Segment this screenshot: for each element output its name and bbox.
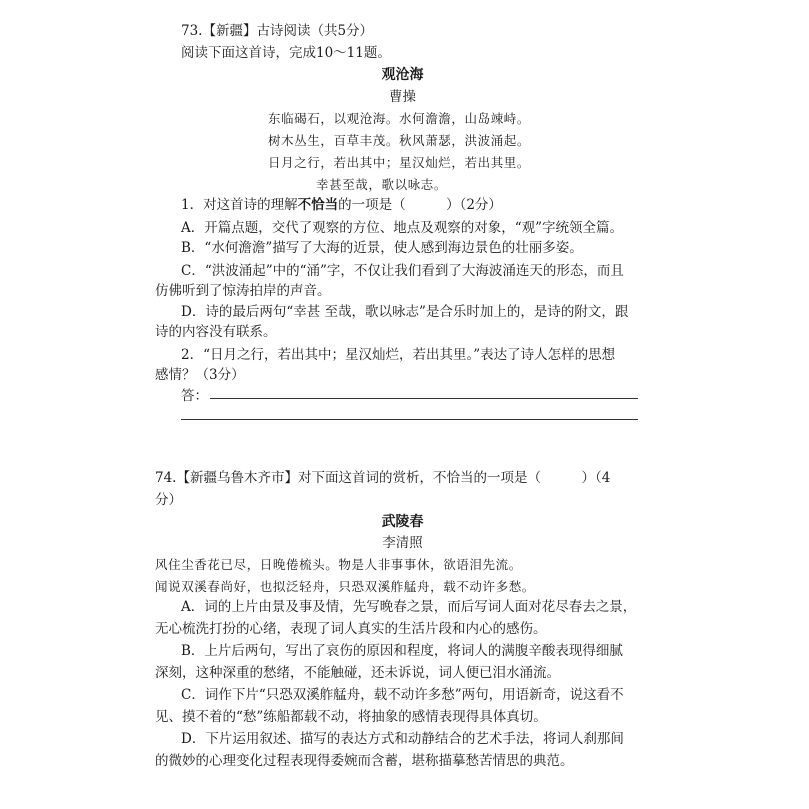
q74-option-b-cont: 深刻，这种深重的愁绪，不能触碰，还未诉说，词人便已泪水涌流。: [155, 665, 560, 681]
answer-line: [181, 419, 638, 420]
q74-option-d: D．下片运用叙述、描写的表达方式和动静结合的艺术手法，将词人刹那间: [181, 731, 624, 747]
q74-header: 74.【新疆乌鲁木齐市】对下面这首词的赏析，不恰当的一项是（ ）（4: [155, 470, 611, 486]
q73-option-c-cont: 仿佛听到了惊涛拍岸的声音。: [155, 283, 331, 299]
q73-poem-line: 树木丛生，百草丰茂。秋风萧瑟，洪波涌起。: [268, 133, 531, 148]
q73-option-b: B．“水何澹澹”描写了大海的近景，使人感到海边景色的壮丽多姿。: [181, 240, 583, 256]
q73-answer-label: 答：: [181, 388, 208, 404]
q74-option-a: A．词的上片由景及事及情，先写晚春之景，而后写词人面对花尽春去之景，: [181, 599, 637, 615]
q73-header: 73.【新疆】古诗阅读（共5分）: [181, 23, 374, 39]
q73-poem-author: 曹操: [389, 89, 416, 105]
q73-instruction: 阅读下面这首诗，完成10～11题。: [181, 45, 391, 61]
q73-question-1: [181, 196, 502, 214]
q73-poem-title: 观沧海: [381, 67, 424, 83]
q73-q1-prefix: 1．对这首诗的理解: [181, 197, 298, 213]
q74-poem-title: 武陵春: [381, 514, 424, 530]
q74-option-a-cont: 无心梳洗打扮的心绪，表现了词人真实的生活片段和内心的感伤。: [155, 621, 547, 637]
q73-q1-suffix: 的一项是（ ）（2分）: [338, 197, 502, 213]
q73-question-2-cont: 感情？（3分）: [155, 367, 245, 383]
q74-poem-line: 风住尘香花已尽，日晚倦梳头。物是人非事事休，欲语泪先流。: [155, 557, 522, 572]
q73-poem-line: 东临碣石，以观沧海。水何澹澹，山岛竦峙。: [268, 111, 531, 126]
q74-option-b: B．上片后两句，写出了哀伤的原因和程度，将词人的满腹辛酸表现得细腻: [181, 643, 623, 659]
q73-poem-line: 日月之行，若出其中；星汉灿烂，若出其里。: [268, 155, 531, 170]
q73-poem-line: 幸甚至哉，歌以咏志。: [316, 177, 448, 192]
q74-option-d-cont: 的微妙的心理变化过程表现得委婉而含蓄，堪称描摹愁苦情思的典范。: [155, 753, 574, 769]
q73-question-2: 2．“日月之行，若出其中；星汉灿烂，若出其里。”表达了诗人怎样的思想: [181, 347, 616, 363]
q73-option-c: C．“洪波涌起”中的“涌”字，不仅让我们看到了大海波涌连天的形态，而且: [181, 263, 624, 279]
q74-poem-line: 闻说双溪春尚好，也拟泛轻舟，只恐双溪舴艋舟，载不动许多愁。: [155, 579, 535, 594]
q74-option-c: C．词作下片“只恐双溪舴艋舟，载不动许多愁”两句，用语新奇，说这看不: [181, 687, 624, 703]
q73-option-d: D．诗的最后两句“幸甚 至哉，歌以咏志”是合乐时加上的，是诗的附文，跟: [181, 304, 629, 320]
answer-line: [210, 398, 638, 399]
q73-q1-emphasis: 不恰当: [297, 197, 339, 213]
q73-option-d-cont: 诗的内容没有联系。: [155, 324, 277, 340]
q74-header-cont: 分）: [155, 492, 182, 508]
q74-option-c-cont: 见、摸不着的“愁”练船都载不动，将抽象的感情表现得具体真切。: [155, 709, 547, 725]
q74-poem-author: 李清照: [382, 535, 423, 551]
q73-option-a: A．开篇点题，交代了观察的方位、地点及观察的对象，“观”字统领全篇。: [181, 220, 624, 236]
